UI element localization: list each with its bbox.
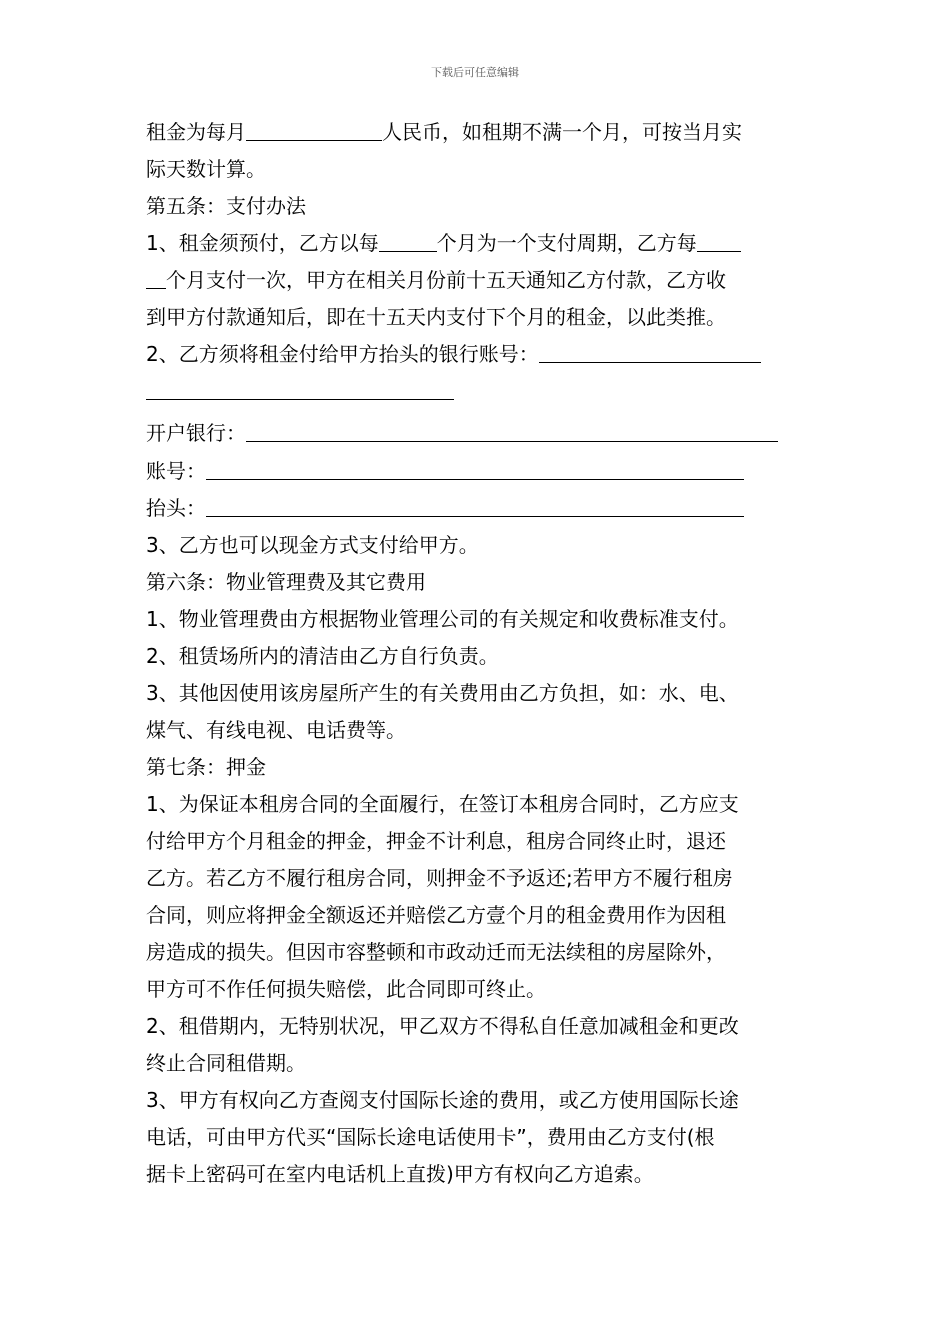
section-heading: 第五条：支付办法 — [146, 194, 306, 218]
text-line: 开户银行： — [146, 414, 812, 453]
page-header: 下载后可任意编辑 — [431, 66, 519, 79]
text-line: 合同，则应将押金全额返还并赔偿乙方壹个月的租金费用作为因租 — [146, 903, 726, 927]
blank-field — [246, 122, 382, 141]
text-line: 终止合同租借期。 — [146, 1051, 306, 1075]
text-line: 1、物业管理费由方根据物业管理公司的有关规定和收费标准支付。 — [146, 607, 739, 631]
blank-field — [379, 233, 437, 252]
text-line: 3、其他因使用该房屋所产生的有关费用由乙方负担，如：水、电、 — [146, 681, 739, 705]
text-line: 电话，可由甲方代买“国际长途电话使用卡”，费用由乙方支付(根 — [146, 1125, 715, 1149]
text-line: 个月支付一次，甲方在相关月份前十五天通知乙方付款，乙方收 — [146, 262, 812, 299]
text-line: 据卡上密码可在室内电话机上直拨)甲方有权向乙方追索。 — [146, 1162, 654, 1186]
text-line: 煤气、有线电视、电话费等。 — [146, 718, 406, 742]
blank-field — [206, 498, 744, 517]
text-line — [146, 373, 812, 410]
text-line: 乙方。若乙方不履行租房合同，则押金不予返还;若甲方不履行租房 — [146, 866, 733, 890]
section-heading: 第六条：物业管理费及其它费用 — [146, 570, 426, 594]
text-line: 1、租金须预付，乙方以每 个月为一个支付周期，乙方每 — [146, 225, 812, 262]
text-line: 1、为保证本租房合同的全面履行，在签订本租房合同时，乙方应支 — [146, 792, 739, 816]
text-line: 际天数计算。 — [146, 157, 266, 181]
text-line: 2、租借期内，无特别状况，甲乙双方不得私自任意加减租金和更改 — [146, 1014, 739, 1038]
blank-field — [697, 233, 741, 252]
text-line: 2、租赁场所内的清洁由乙方自行负责。 — [146, 644, 499, 668]
text-line: 3、甲方有权向乙方查阅支付国际长途的费用，或乙方使用国际长途 — [146, 1088, 739, 1112]
text-line: 3、乙方也可以现金方式支付给甲方。 — [146, 533, 479, 557]
text-line: 租金为每月 人民币，如租期不满一个月，可按当月实 — [146, 120, 742, 144]
blank-field — [246, 423, 778, 442]
text-line: 到甲方付款通知后，即在十五天内支付下个月的租金，以此类推。 — [146, 305, 726, 329]
text-line: 房造成的损失。但因市容整顿和市政动迁而无法续租的房屋除外， — [146, 940, 726, 964]
section-heading: 第七条：押金 — [146, 755, 266, 779]
blank-field — [206, 461, 744, 480]
text-line: 2、乙方须将租金付给甲方抬头的银行账号： — [146, 336, 812, 373]
text-line: 账号： — [146, 453, 812, 490]
blank-field — [146, 381, 454, 400]
document-body — [146, 114, 812, 1193]
text-line: 甲方可不作任何损失赔偿，此合同即可终止。 — [146, 977, 546, 1001]
text-line: 抬头： — [146, 490, 812, 527]
blank-field — [539, 344, 761, 363]
blank-field — [146, 270, 166, 289]
text-line: 付给甲方个月租金的押金，押金不计利息，租房合同终止时，退还 — [146, 829, 726, 853]
